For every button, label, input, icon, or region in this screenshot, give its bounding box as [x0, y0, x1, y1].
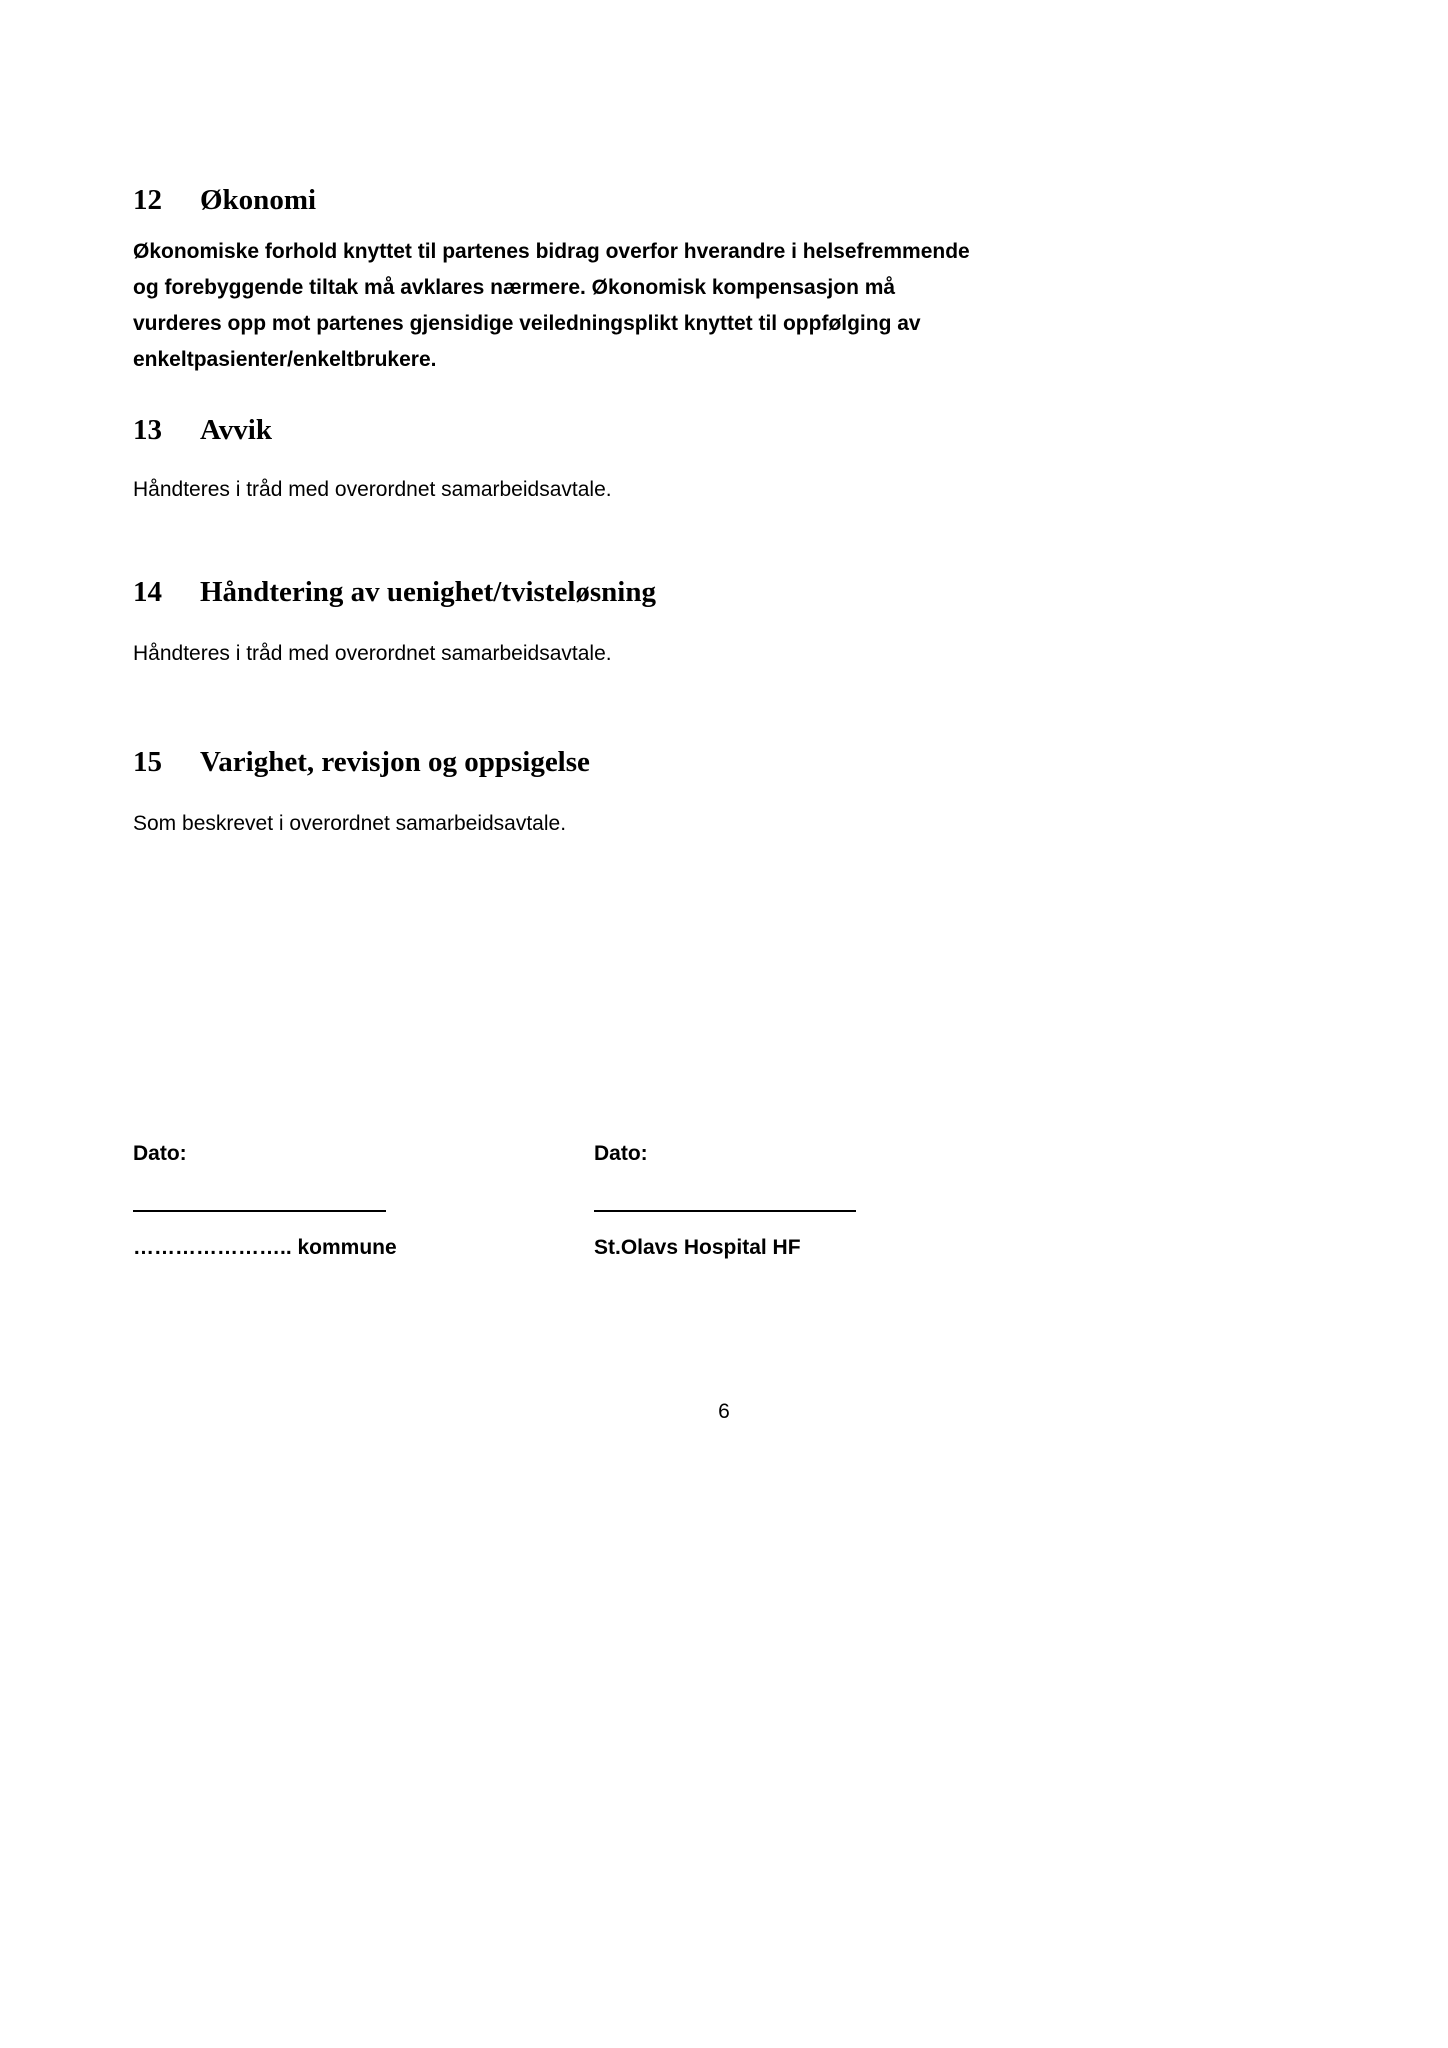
section-heading-12 [133, 180, 973, 220]
party-name-hospital: St.Olavs Hospital HF [594, 1236, 801, 1259]
section-body-15: Som beskrevet i overordnet samarbeidsavtale. [133, 812, 567, 835]
section-number: 14 [133, 576, 162, 608]
section-title: Økonomi [200, 184, 317, 216]
section-number: 15 [133, 746, 162, 778]
signature-column-hospital [594, 1142, 973, 1260]
section-number: 12 [133, 184, 162, 216]
section-body-12: Økonomiske forhold knyttet til partenes bidrag overfor hverandre i helsefremmende og forebyggende tiltak må avklares nærmere. Økonomisk kompensasjon må vurderes opp mot partenes gjensidige veiledningsplikt knyttet til oppfølging av enkeltpasienter/enkeltbrukere. [133, 240, 970, 371]
section-heading-13 [133, 410, 973, 450]
section-title: Håndtering av uenighet/tvisteløsning [200, 576, 656, 608]
signature-block [133, 1142, 973, 1260]
section-heading-15 [133, 742, 973, 782]
page-number: 6 [718, 1400, 730, 1423]
section-heading-14 [133, 572, 973, 612]
section-body-13: Håndteres i tråd med overordnet samarbeidsavtale. [133, 478, 612, 501]
section-title: Varighet, revisjon og oppsigelse [200, 746, 590, 778]
signature-line-right [594, 1210, 856, 1212]
section-title: Avvik [200, 414, 272, 446]
signature-line-left [133, 1210, 386, 1212]
page-content [133, 0, 973, 1260]
date-label-left: Dato: [133, 1142, 187, 1165]
signature-column-kommune [133, 1142, 594, 1260]
date-label-right: Dato: [594, 1142, 648, 1165]
section-body-14: Håndteres i tråd med overordnet samarbeidsavtale. [133, 642, 612, 665]
party-name-kommune: ………………….. kommune [133, 1236, 397, 1259]
section-number: 13 [133, 414, 162, 446]
